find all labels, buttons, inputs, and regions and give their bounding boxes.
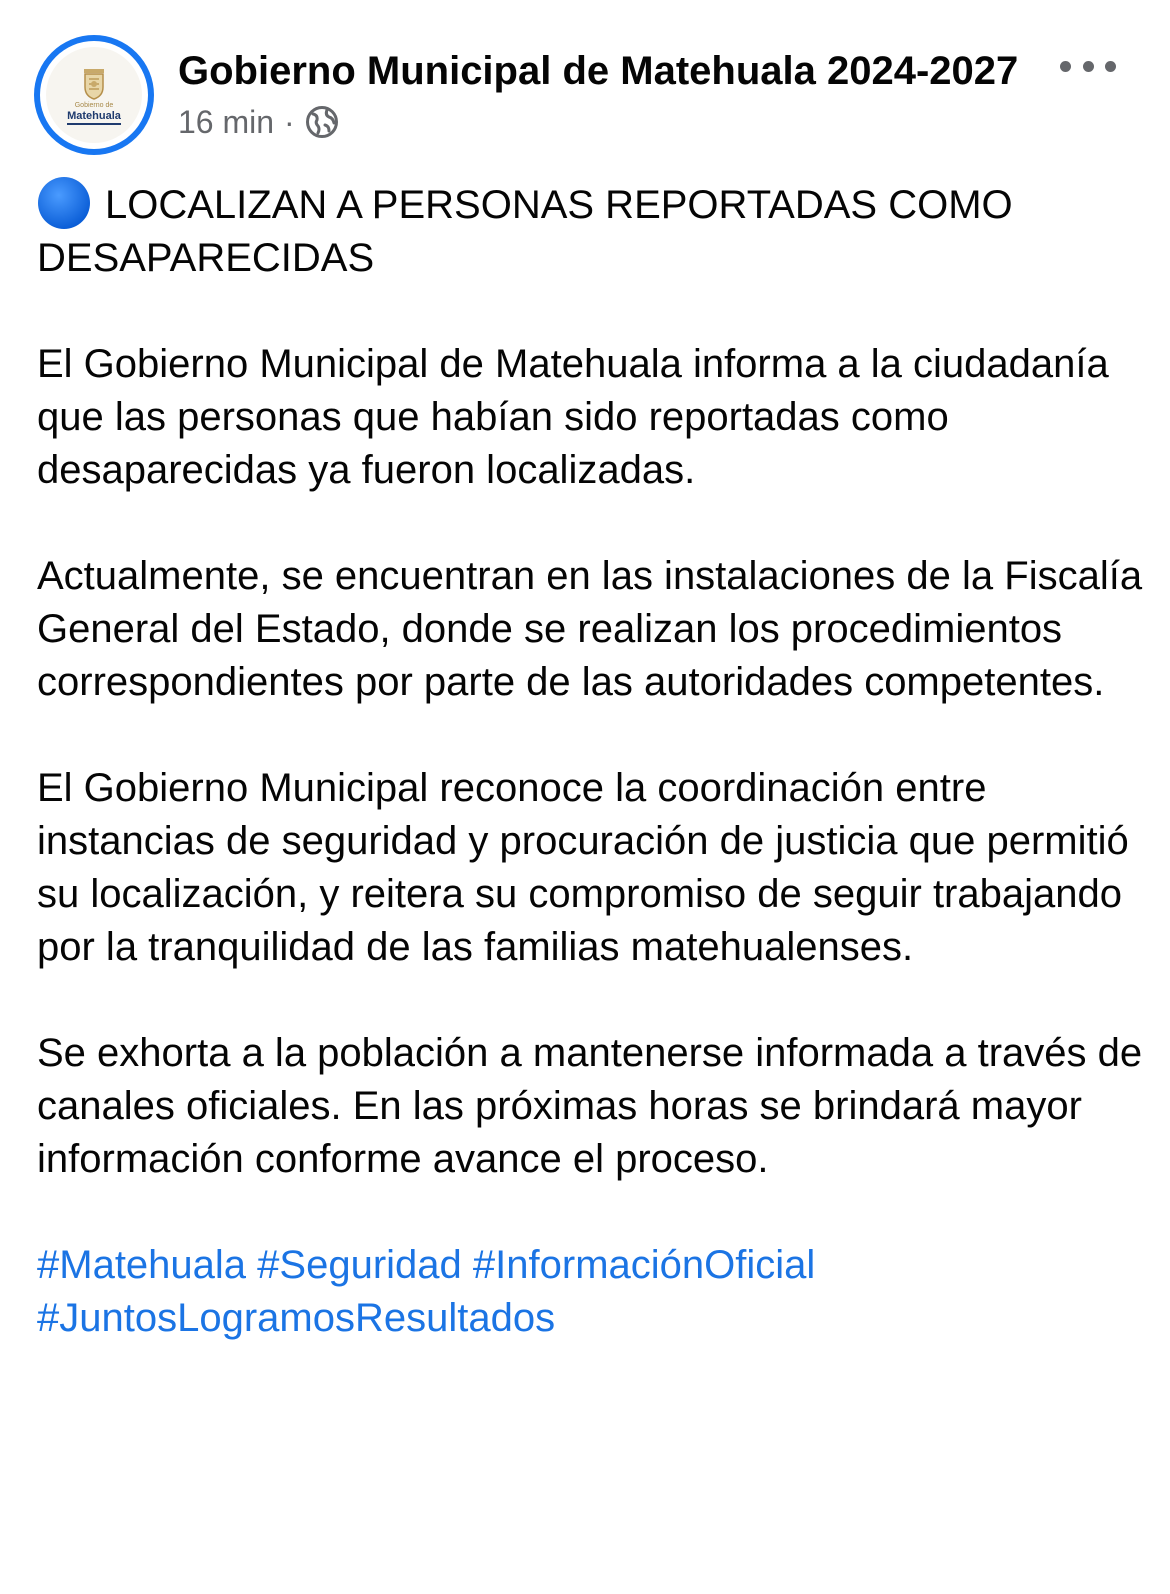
- post-paragraph: El Gobierno Municipal de Matehuala informa a la ciudadanía que las personas que habían sido reportadas como desaparecidas ya fueron localizadas.: [37, 342, 1109, 492]
- coat-of-arms-icon: [74, 65, 114, 101]
- hashtag-link[interactable]: #InformaciónOficial: [472, 1243, 816, 1287]
- hashtag-list: [37, 1239, 1147, 1345]
- more-dot: [1060, 61, 1071, 72]
- blue-circle-icon: [37, 176, 91, 230]
- logo-name-text: Matehuala: [67, 110, 121, 125]
- logo-small-text: Gobierno de: [74, 102, 114, 109]
- post-paragraph: Se exhorta a la población a mantenerse informada a través de canales oficiales. En las próximas horas se brindará mayor información conforme avance el proceso.: [37, 1031, 1143, 1181]
- page-avatar[interactable]: [34, 35, 154, 155]
- more-options-icon[interactable]: [1060, 50, 1116, 82]
- page-name-link[interactable]: Gobierno Municipal de Matehuala 2024-2027: [178, 49, 1019, 93]
- hashtag-link[interactable]: #Seguridad: [257, 1243, 462, 1287]
- post-paragraph: Actualmente, se encuentran en las instalaciones de la Fiscalía General del Estado, donde se realizan los procedimientos correspondientes por parte de las autoridades competentes.: [37, 554, 1143, 704]
- globe-icon[interactable]: [305, 105, 339, 139]
- avatar-logo: [46, 47, 142, 143]
- post-timestamp[interactable]: 16 min: [178, 103, 275, 140]
- post-meta: [178, 100, 339, 144]
- post-headline: [37, 176, 1147, 285]
- more-dot: [1083, 61, 1094, 72]
- headline-text: LOCALIZAN A PERSONAS REPORTADAS COMO DESAPARECIDAS: [37, 183, 1013, 280]
- hashtag-link[interactable]: #JuntosLogramosResultados: [37, 1296, 556, 1340]
- more-dot: [1105, 61, 1116, 72]
- hashtag-link[interactable]: #Matehuala: [37, 1243, 247, 1287]
- post-body: [37, 176, 1147, 1345]
- post-paragraph: El Gobierno Municipal reconoce la coordinación entre instancias de seguridad y procuración de justicia que permitió su localización, y reitera su compromiso de seguir trabajando por la tranquilidad de las familias matehualenses.: [37, 766, 1129, 969]
- avatar-border: [40, 41, 148, 149]
- meta-separator: ·: [284, 103, 295, 140]
